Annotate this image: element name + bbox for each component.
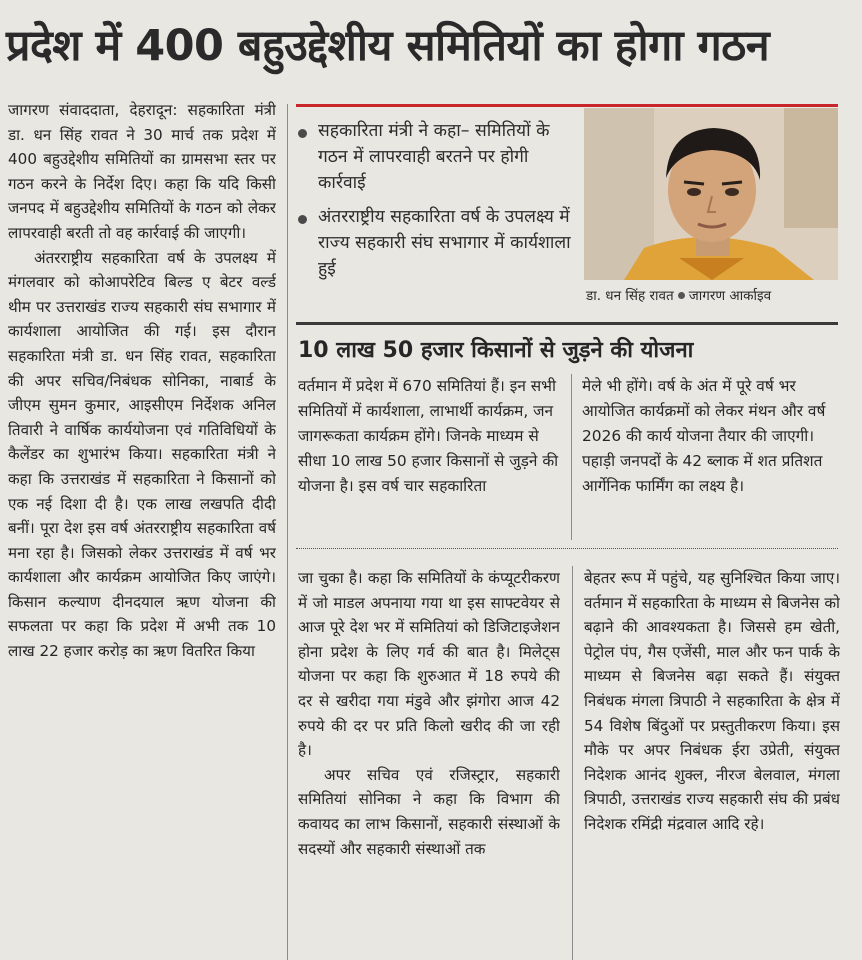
column-divider [287,104,288,960]
highlight-rule [296,104,838,107]
photo-caption [586,286,840,306]
article-paragraph: जागरण संवाददाता, देहरादून: सहकारिता मंत्री डा. धन सिंह रावत ने 30 मार्च तक प्रदेश में 400 बहुउद्देशीय समितियों का ग्रामसभा स्तर पर गठन करने के निर्देश दिए। कहा कि यदि किसी जनपद में बहुउद्देशीय समितियों के गठन को लेकर लापरवाही बरती तो वह कार्रवाई की जाएगी। [8,101,276,242]
portrait-photo [584,108,838,280]
article-paragraph: जा चुका है। कहा कि समितियों के कंप्यूटरीकरण में जो माडल अपनाया गया था इस साफ्टवेयर से आज पूरे देश भर में समितियां को डिजिटाइजेशन होना प्रदेश के लिए गर्व की बात है। मिलेट्स योजना पर कहा कि शुरुआत में 18 रुपये की दर से खरीदा गया मंडुवे और झंगोरा आज 42 रुपये की दर पर प्रति किलो खरीद की जा रही है। [298,569,560,760]
article-paragraph: अंतरराष्ट्रीय सहकारिता वर्ष के उपलक्ष्य में मंगलवार को कोआपरेटिव बिल्ड ए बेटर वर्ल्ड थीम पर उत्तराखंड राज्य सहकारी संघ सभागार में कार्यशाला आयोजित की गई। इस दौरान सहकारिता मंत्री डा. धन सिंह रावत, सहकारिता की अपर सचिव/निबंधक सोनिका, नाबार्ड के जीएम सुमन कुमार, आइसीएम निर्देशक अनिल तिवारी ने वार्षिक कार्ययोजना एवं गतिविधियों के कैलेंडर का शुभारंभ किया। सहकारिता मंत्री ने कहा कि उत्तराखंड में सहकारिता ने किसानों को एक नई दिशा दी है। एक लाख लखपति दीदी बनीं। पूरा देश इस वर्ष अंतरराष्ट्रीय सहकारिता वर्ष मना रहा है। जिसको लेकर उत्तराखंड में वर्ष भर कार्यशाला और कार्यक्रम आयोजित किए जाएंगे। किसान कल्याण दीनदयाल ऋण योजना की सफलता पर कहा कि प्रदेश में अभी तक 10 लाख 22 हजार करोड़ का ऋण वितरित किया [8,248,276,661]
subhead-column-1 [298,374,560,499]
section-divider [296,548,838,549]
highlights-list [298,118,576,290]
article-paragraph: अपर सचिव एवं रजिस्ट्रार, सहकारी समितियां सोनिका ने कहा कि विभाग की कवायद का लाभ किसानों, सहकारी संस्थाओं के सदस्यों और सहकारी संस्थाओं तक [298,765,560,858]
article-column-middle [298,566,560,960]
bullet-icon [298,129,307,138]
article-paragraph: वर्तमान में प्रदेश में 670 समितियां हैं। इन सभी समितियों में कार्यशाला, लाभार्थी कार्यक्रम, जन जागरूकता कार्यक्रम होंगे। जिनके माध्यम से सीधा 10 लाख 50 हजार किसानों से जुड़ने की योजना है। इस वर्ष चार सहकारिता [298,377,559,495]
subhead-column-2 [582,374,838,499]
subhead-rule [296,322,838,325]
caption-credit: जागरण आर्काइव [688,288,772,304]
headline: प्रदेश में 400 बहुउद्देशीय समितियों का होगा गठन [6,21,770,71]
subheadline: 10 लाख 50 हजार किसानों से जुड़ने की योजना [298,338,694,363]
column-divider [571,374,572,540]
article-column-right [584,566,840,960]
column-divider [572,566,573,960]
highlight-item: अंतरराष्ट्रीय सहकारिता वर्ष के उपलक्ष्य में राज्य सहकारी संघ सभागार में कार्यशाला हुई [298,204,576,282]
article-paragraph: बेहतर रूप में पहुंचे, यह सुनिश्चित किया जाए। वर्तमान में सहकारिता के माध्यम से बिजनेस को बढ़ाने की आवश्यकता है। जिससे हम खेती, पेट्रोल पंप, गैस एजेंसी, माल और फन पार्क के माध्यम से बिजनेस बढ़ा सकते हैं। संयुक्त निबंधक मंगला त्रिपाठी ने सहकारिता के क्षेत्र में 54 विशेष बिंदुओं पर प्रस्तुतीकरण किया। इस मौके पर अपर निबंधक ईरा उप्रेती, संयुक्त निदेशक आनंद शुक्ल, नीरज बेलवाल, मंगला त्रिपाठी, उत्तराखंड राज्य सहकारी संघ की प्रबंध निदेशक रमिंद्री मंद्रवाल आदि रहे। [584,569,840,833]
caption-separator-icon [678,292,685,299]
article-column-left [8,98,276,960]
highlight-item: सहकारिता मंत्री ने कहा– समितियों के गठन में लापरवाही बरतने पर होगी कार्रवाई [298,118,576,196]
bullet-icon [298,215,307,224]
article-paragraph: मेले भी होंगे। वर्ष के अंत में पूरे वर्ष भर आयोजित कार्यक्रमों को लेकर मंथन और वर्ष 2026 की कार्य योजना तैयार की जाएगी। पहाड़ी जनपदों के 42 ब्लाक में शत प्रतिशत आर्गेनिक फार्मिंग का लक्ष्य है। [582,377,826,495]
caption-name: डा. धन सिंह रावत [586,288,674,304]
